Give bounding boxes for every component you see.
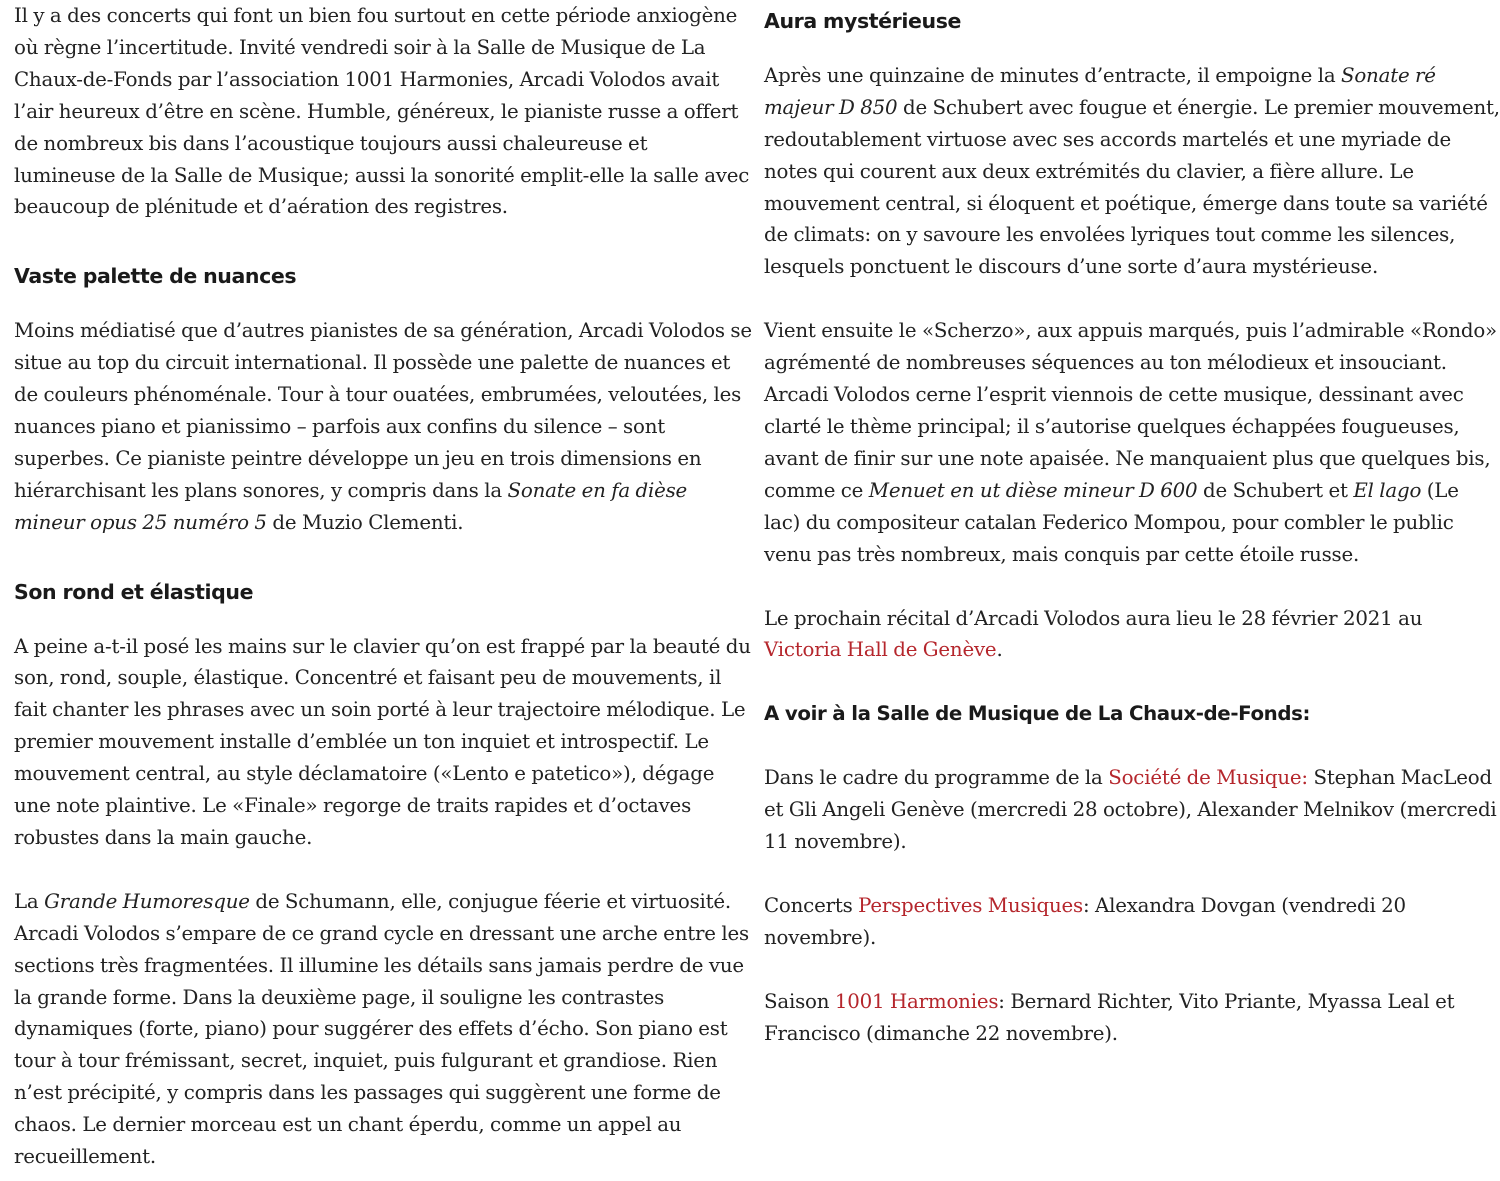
link-1001-harmonies[interactable]: 1001 Harmonies [834, 989, 999, 1013]
link-perspectives-musiques[interactable]: Perspectives Musiques [858, 893, 1083, 917]
link-societe-de-musique[interactable]: Société de Musique: [1108, 766, 1308, 790]
section-heading-son-rond: Son rond et élastique [14, 579, 254, 604]
work-title-clementi: Sonate en fa dièse mineur opus 25 numéro 5 [14, 478, 688, 534]
paragraph-societe-musique: Dans le cadre du programme de la Société de Musique: Stephan MacLeod et Gli Angeli Genève (mercredi 28 octobre), Alexander Melnikov (mercredi 11 novembre). [764, 766, 1497, 854]
paragraph-sonate-schubert: Après une quinzaine de minutes d’entracte, il empoigne la Sonate ré majeur D 850 de Schubert avec fougue et énergie. Le premier mouvement, redoutablement virtuose avec ses accords martelés et une myriade de notes qui courent aux deux extrémités du clavier, a fière allure. Le mouvement central, si éloquent et poétique, émerge dans toute sa variété de climats: on y savoure les envolées lyriques tout comme les silences, lesquels ponctuent le discours d’une sorte d’aura mystérieuse. [764, 63, 1500, 279]
work-title-humoresque: Grande Humoresque [44, 889, 250, 913]
paragraph-1001-harmonies: Saison 1001 Harmonies: Bernard Richter, Vito Priante, Myassa Leal et Francisco (dimanche 22 novembre). [764, 989, 1455, 1045]
section-heading-vaste-palette: Vaste palette de nuances [14, 264, 297, 289]
work-title-menuet: Menuet en ut dièse mineur D 600 [868, 478, 1198, 502]
intro-paragraph: Il y a des concerts qui font un bien fou surtout en cette période anxiogène où règne l’incertitude. Invité vendredi soir à la Salle de Musique de La Chaux-de-Fonds par l’association 1001 Harmonies, Arcadi Volodos avait l’air heureux d’être en scène. Humble, généreux, le pianiste russe a offert de nombreux bis dans l’acoustique toujours aussi chaleureuse et lumineuse de la Salle de Musique; aussi la sonorité emplit-elle la salle avec beaucoup de plénitude et d’aération des registres. [14, 4, 750, 219]
link-victoria-hall[interactable]: Victoria Hall de Genève [764, 638, 997, 662]
paragraph-prochain-recital: Le prochain récital d’Arcadi Volodos aura lieu le 28 février 2021 au Victoria Hall de Genève. [764, 606, 1423, 662]
paragraph-scherzo-rondo: Vient ensuite le «Scherzo», aux appuis marqués, puis l’admirable «Rondo» agrémenté de nombreuses séquences au ton mélodieux et insouciant. Arcadi Volodos cerne l’esprit viennois de cette musique, dessinant avec clarté le thème principal; il s’autorise quelques échappées fougueuses, avant de finir sur une note apaisée. Ne manquaient plus que quelques bis, comme ce Menuet en ut dièse mineur D 600 de Schubert et El lago (Le lac) du compositeur catalan Federico Mompou, pour combler le public venu pas très nombreux, mais conquis par cette étoile russe. [764, 319, 1497, 566]
work-title-sonate-d850: Sonate ré majeur D 850 [764, 63, 1436, 119]
paragraph-son-rond: A peine a-t-il posé les mains sur le clavier qu’on est frappé par la beauté du son, rond, souple, élastique. Concentré et faisant peu de mouvements, il fait chanter les phrases avec un soin porté à leur trajectoire mélodique. Le premier mouvement installe d’emblée un ton inquiet et introspectif. Le mouvement central, au style déclamatoire («Lento e patetico»), dégage une note plaintive. Le «Finale» regorge de traits rapides et d’octaves robustes dans la main gauche. [14, 634, 751, 849]
paragraph-perspectives: Concerts Perspectives Musiques: Alexandra Dovgan (vendredi 20 novembre). [764, 893, 1406, 949]
work-title-el-lago: El lago [1353, 478, 1422, 502]
paragraph-humoresque: La Grande Humoresque de Schumann, elle, conjugue féerie et virtuosité. Arcadi Volodos s’empare de ce grand cycle en dressant une arche entre les sections très fragmentées. Il illumine les détails sans jamais perdre de vue la grande forme. Dans la deuxième page, il souligne les contrastes dynamiques (forte, piano) pour suggérer des effets d’écho. Son piano est tour à tour frémissant, secret, inquiet, puis fulgurant et grandiose. Rien n’est précipité, y compris dans les passages qui suggèrent une forme de chaos. Le dernier morceau est un chant éperdu, comme un appel au recueillement. [14, 889, 749, 1169]
section-heading-aura: Aura mystérieuse [764, 9, 962, 33]
article-right-column [764, 0, 1500, 1050]
article-left-column [14, 0, 754, 1173]
paragraph-palette: Moins médiatisé que d’autres pianistes de sa génération, Arcadi Volodos se situe au top du circuit international. Il possède une palette de nuances et de couleurs phénoménale. Tour à tour ouatées, embrumées, veloutées, les nuances piano et pianissimo – parfois aux confins du silence – sont superbes. Ce pianiste peintre développe un jeu en trois dimensions en hiérarchisant les plans sonores, y compris dans la Sonate en fa dièse mineur opus 25 numéro 5 de Muzio Clementi. [14, 319, 752, 534]
agenda-heading: A voir à la Salle de Musique de La Chaux-de-Fonds: [764, 702, 1310, 726]
